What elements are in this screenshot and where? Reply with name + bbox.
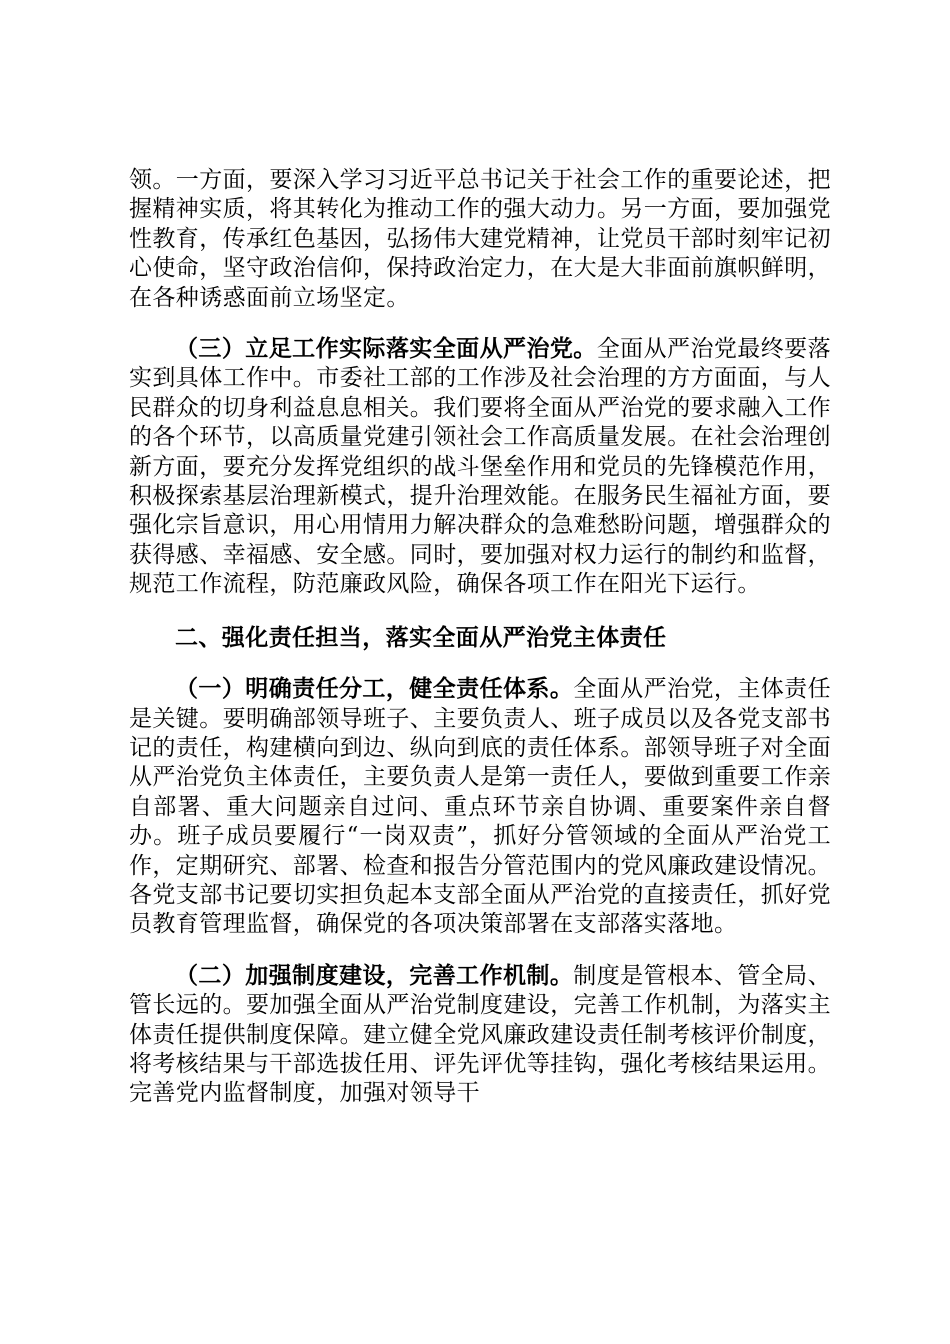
section-lead-heading: （三）立足工作实际落实全面从严治党。 xyxy=(175,336,597,363)
section-lead-heading: （一）明确责任分工，健全责任体系。 xyxy=(175,676,574,703)
paragraph-text: 制度是管根本、管全局、管长远的。要加强全面从严治党制度建设，完善工作机制，为落实主体责任提供制度保障。建立健全党风廉政建设责任制考核评价制度，将考核结果与干部选拔任用、评先评优等挂钩，强化考核结果运用。完善党内监督制度，加强对领导干 xyxy=(129,962,831,1107)
paragraph-continuation xyxy=(129,166,831,313)
chapter-heading: 二、强化责任担当，落实全面从严治党主体责任 xyxy=(175,624,667,651)
paragraph-subsection-1 xyxy=(129,675,831,940)
paragraph-subsection-2 xyxy=(129,962,831,1109)
paragraph-text: 全面从严治党最终要落实到具体工作中。市委社工部的工作涉及社会治理的方方面面，与人民群众的切身利益息息相关。我们要将全面从严治党的要求融入工作的各个环节，以高质量党建引领社会工作高质量发展。在社会治理创新方面，要充分发挥党组织的战斗堡垒作用和党员的先锋模范作用，积极探索基层治理新模式，提升治理效能。在服务民生福祉方面，要强化宗旨意识，用心用情用力解决群众的急难愁盼问题，增强群众的获得感、幸福感、安全感。同时，要加强对权力运行的制约和监督，规范工作流程，防范廉政风险，确保各项工作在阳光下运行。 xyxy=(129,336,831,598)
paragraph-text: 领。一方面，要深入学习习近平总书记关于社会工作的重要论述，把握精神实质，将其转化为推动工作的强大动力。另一方面，要加强党性教育，传承红色基因，弘扬伟大建党精神，让党员干部时刻牢记初心使命，坚守政治信仰，保持政治定力，在大是大非面前旗帜鲜明，在各种诱惑面前立场坚定。 xyxy=(129,167,831,311)
paragraph-text: 全面从严治党，主体责任是关键。要明确部领导班子、主要负责人、班子成员以及各党支部书记的责任，构建横向到边、纵向到底的责任体系。部领导班子对全面从严治党负主体责任，主要负责人是第一责任人，要做到重要工作亲自部署、重大问题亲自过问、重点环节亲自协调、重要案件亲自督办。班子成员要履行“一岗双责”，抓好分管领域的全面从严治党工作，定期研究、部署、检查和报告分管范围内的党风廉政建设情况。各党支部书记要切实担负起本支部全面从严治党的直接责任，抓好党员教育管理监督，确保党的各项决策部署在支部落实落地。 xyxy=(129,676,831,938)
document-page xyxy=(129,166,831,1109)
paragraph-section-3 xyxy=(129,335,831,600)
section-lead-heading: （二）加强制度建设，完善工作机制。 xyxy=(175,962,574,989)
